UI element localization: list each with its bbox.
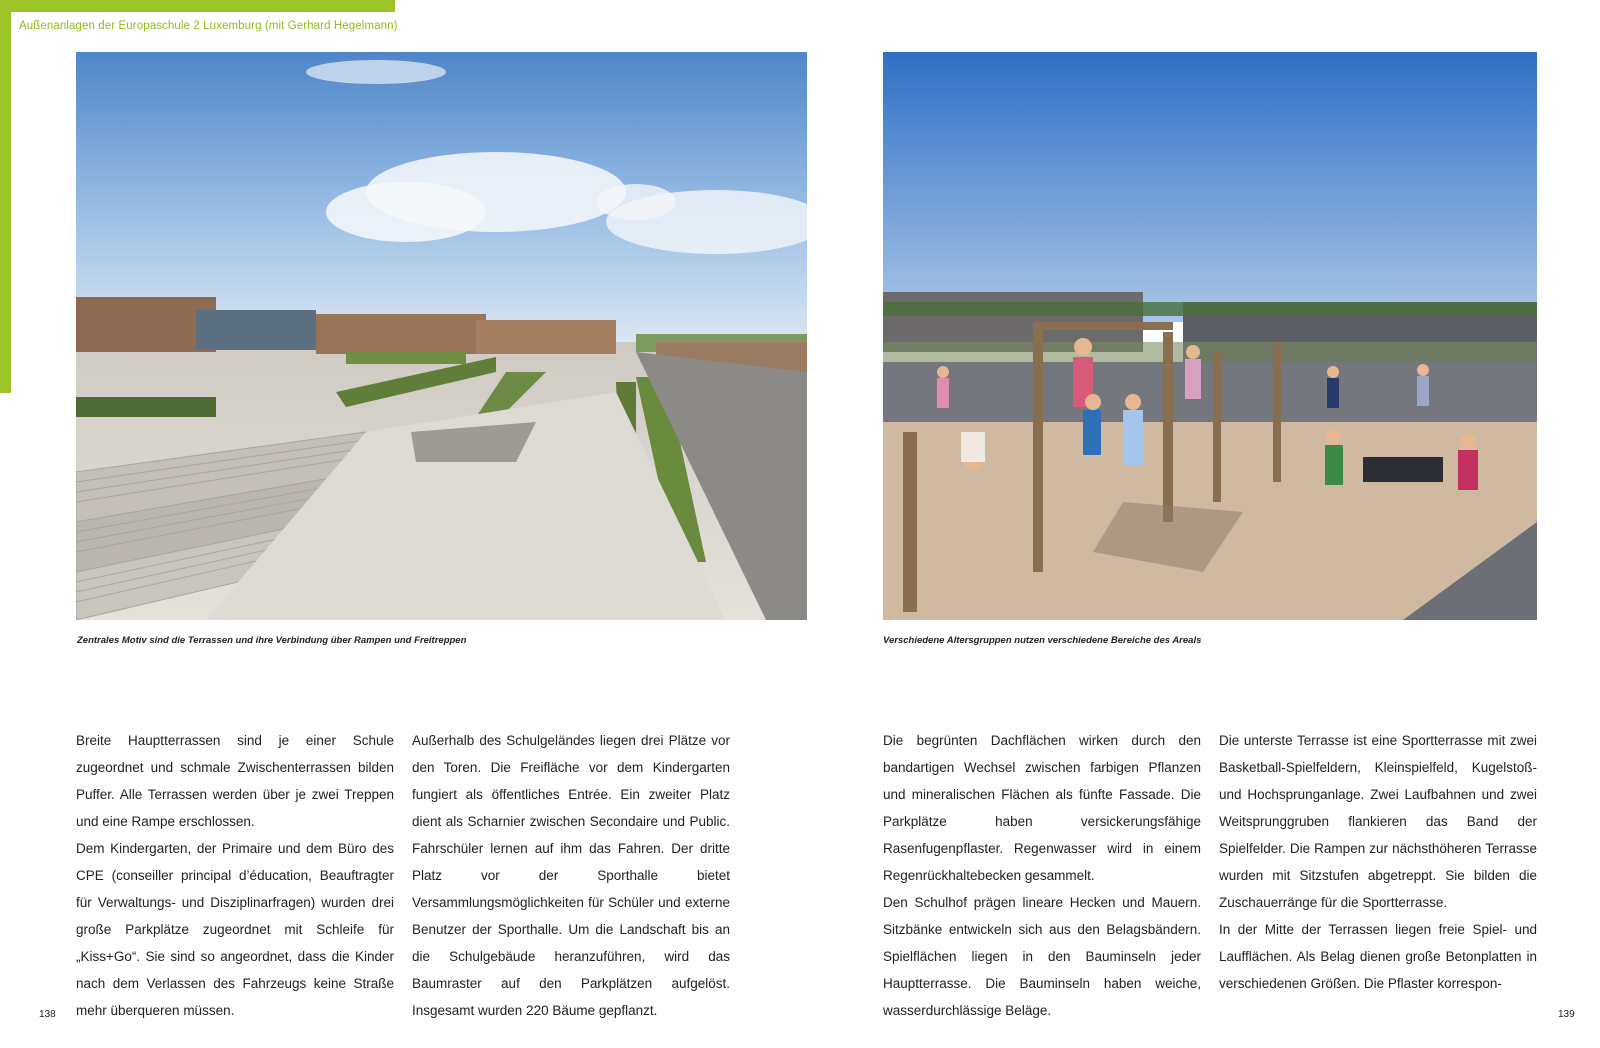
paragraph: In der Mitte der Terrassen liegen freie Spiel- und Laufflächen. Als Belag dienen große Betonplatten in verschiedenen Größen. Die Pflaster korrespon- <box>1219 922 1537 991</box>
text-column-2 <box>412 727 730 1024</box>
accent-bar-vertical <box>0 0 11 393</box>
photo-terraces <box>76 52 807 620</box>
running-head: Außenanlagen der Europaschule 2 Luxemburg (mit Gerhard Hegelmann) <box>19 20 398 32</box>
paragraph: Die begrünten Dachflächen wirken durch den bandartigen Wechsel zwischen farbigen Pflanzen und mineralischen Flächen als fünfte Fassade. Die Parkplätze haben versickerungsfähige Rasenfugenpflaster. Regenwasser wird in einem Regenrückhaltebecken gesammelt. <box>883 733 1201 883</box>
paragraph: Breite Hauptterrassen sind je einer Schule zugeordnet und schmale Zwischenterrassen bilden Puffer. Alle Terrassen werden über je zwei Treppen und eine Rampe erschlossen. <box>76 733 394 829</box>
paragraph: Außerhalb des Schulgeländes liegen drei Plätze vor den Toren. Die Freifläche vor dem Kindergarten fungiert als öffentliches Entrée. Ein zweiter Platz dient als Scharnier zwischen Secondaire und Public. Fahrschüler lernen auf ihm das Fahren. Der dritte Platz vor der Sporthalle bietet Versammlungsmöglichkeiten für Schüler und externe Benutzer der Sporthalle. Um die Landschaft bis an die Schulgebäude heranzuführen, wird das Baumraster auf den Parkplätzen aufgelöst. Insgesamt wurden 220 Bäume gepflanzt. <box>412 733 730 1018</box>
page-number-right: 139 <box>1558 1009 1575 1020</box>
paragraph: Die unterste Terrasse ist eine Sportterrasse mit zwei Basketball-Spielfeldern, Kleinspielfeld, Kugelstoß- und Hochsprunganlage. Zwei Laufbahnen und zwei Weitsprunggruben flankieren das Band der Spielfelder. Die Rampen zur nächsthöheren Terrasse wurden mit Sitzstufen abgetreppt. Sie bilden die Zuschauerränge für die Sportterrasse. <box>1219 733 1537 910</box>
text-column-4 <box>1219 727 1537 997</box>
page-number-left: 138 <box>39 1009 56 1020</box>
paragraph: Den Schulhof prägen lineare Hecken und Mauern. Sitzbänke entwickeln sich aus den Belagsbändern. Spielflächen liegen in den Bauminseln jeder Hauptterrasse. Die Bauminseln haben weiche, wasserdurchlässige Beläge. <box>883 895 1201 1018</box>
text-column-3 <box>883 727 1201 1024</box>
text-column-1 <box>76 727 394 1024</box>
caption-left: Zentrales Motiv sind die Terrassen und ihre Verbindung über Rampen und Freitreppen <box>77 635 467 646</box>
paragraph: Dem Kindergarten, der Primaire und dem Büro des CPE (conseiller principal d’éducation, Beauftragter für Verwaltungs- und Disziplinarfragen) wurden drei große Parkplätze zugeordnet mit Schleife für „Kiss+Go“. Sie sind so angeordnet, dass die Kinder nach dem Verlassen des Fahrzeugs keine Straße mehr überqueren müssen. <box>76 841 394 1018</box>
accent-bar-horizontal <box>0 0 395 12</box>
caption-right: Verschiedene Altersgruppen nutzen verschiedene Bereiche des Areals <box>883 635 1202 646</box>
photo-schoolyard <box>883 52 1537 620</box>
